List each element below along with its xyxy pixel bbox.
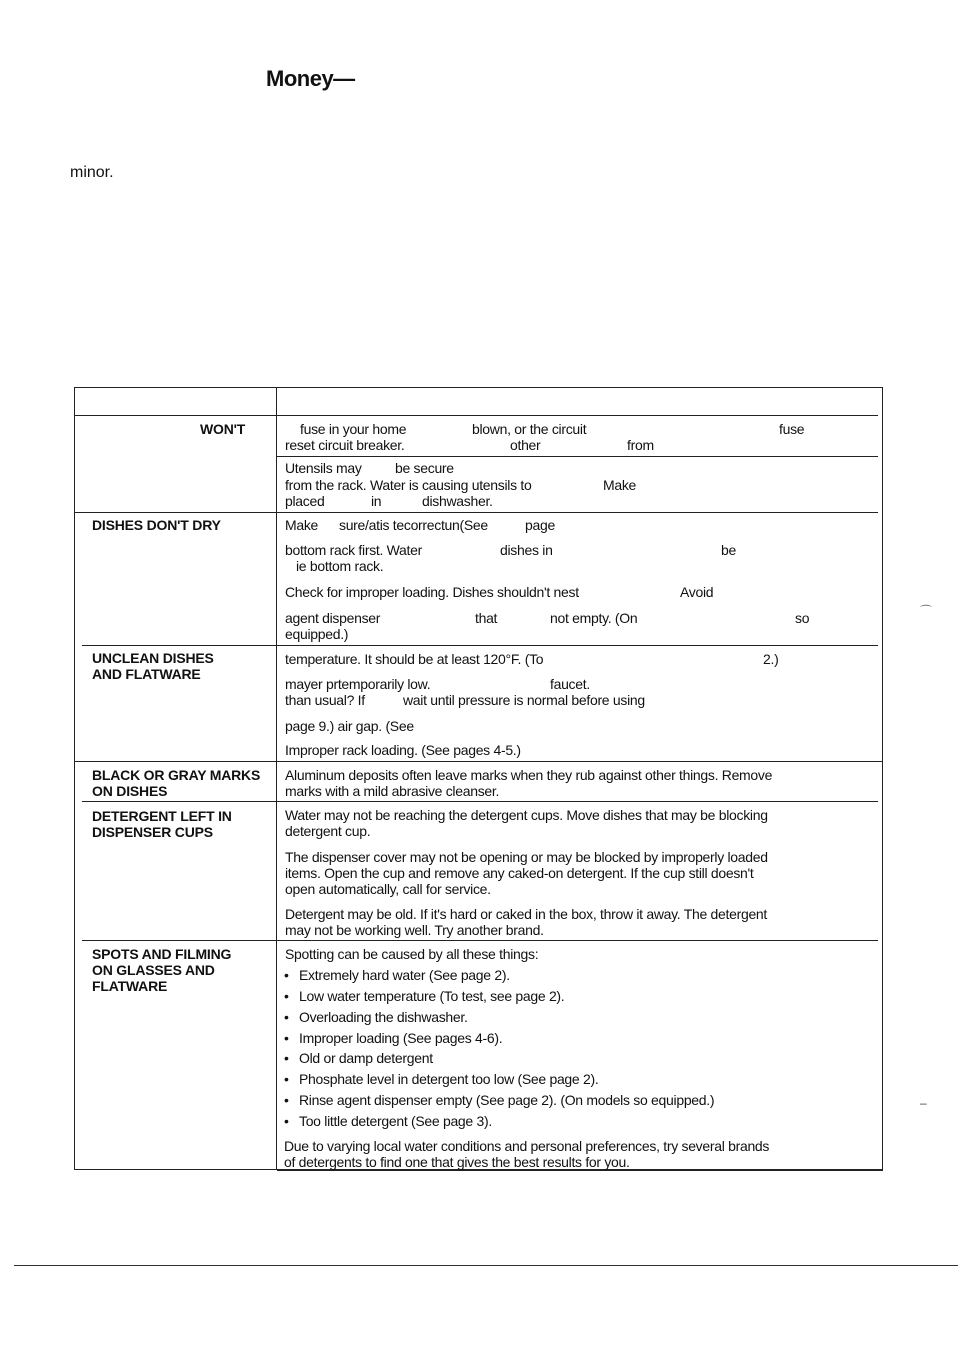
solution-text: be	[721, 542, 736, 558]
problem-label-unclean-dishes	[92, 650, 232, 682]
row-divider	[277, 456, 878, 457]
solution-text: Detergent may be old. If it's hard or caked in the box, throw it away. The detergent	[285, 906, 768, 922]
solution-text: blown, or the circuit	[472, 421, 587, 437]
header-row-divider	[75, 415, 878, 416]
bullet-item: • Old or damp detergent	[284, 1050, 433, 1066]
solution-text: dishes in	[500, 542, 553, 558]
solution-text: fuse	[779, 421, 805, 437]
solution-text: so	[795, 610, 810, 626]
page-bottom-rule	[14, 1265, 958, 1266]
solution-text: faucet.	[550, 676, 590, 692]
solution-text: wait until pressure is normal before using	[403, 692, 645, 708]
solution-closing: of detergents to find one that gives the best results for you.	[284, 1154, 630, 1170]
solution-text: that	[475, 610, 498, 626]
solution-text: page 9.) air gap. (See	[285, 718, 414, 734]
solution-text: fuse in your home	[300, 421, 407, 437]
solution-text: bottom rack first. Water	[285, 542, 422, 558]
solution-text: Make	[285, 517, 319, 533]
solution-text: page	[525, 517, 555, 533]
column-divider	[276, 388, 277, 1170]
problem-label-spots-and-filming	[92, 946, 252, 994]
row-divider	[82, 801, 878, 802]
bullet-item: • Rinse agent dispenser empty (See page 2). (On models so equipped.)	[284, 1092, 714, 1108]
bullet-item: • Phosphate level in detergent too low (See page 2).	[284, 1071, 598, 1087]
margin-mark: ⌒	[920, 604, 933, 618]
solution-text: Make	[603, 477, 637, 493]
solution-text: Improper rack loading. (See pages 4-5.)	[285, 742, 521, 758]
solution-text: marks with a mild abrasive cleanser.	[285, 783, 500, 799]
solution-text: 2.)	[763, 651, 779, 667]
solution-text: be secure	[395, 460, 454, 476]
row-divider	[75, 512, 878, 513]
problem-label-text: UNCLEAN DISHES AND FLATWARE	[92, 650, 214, 682]
solution-text: dishwasher.	[422, 493, 493, 509]
solution-text: equipped.)	[285, 626, 349, 642]
solution-text: may not be working well. Try another brand.	[285, 922, 544, 938]
solution-text: reset circuit breaker.	[285, 437, 405, 453]
solution-text: from	[627, 437, 654, 453]
bullet-item: • Overloading the dishwasher.	[284, 1009, 468, 1025]
solution-text: Water may not be reaching the detergent cups. Move dishes that may be blocking	[285, 807, 768, 823]
solution-text: placed	[285, 493, 325, 509]
problem-label-wont: WON'T	[200, 421, 246, 437]
solution-text: from the rack. Water is causing utensils to	[285, 477, 532, 493]
solution-text: items. Open the cup and remove any caked-on detergent. If the cup still doesn't	[285, 865, 754, 881]
solution-text: mayer prtemporarily low.	[285, 676, 431, 692]
problem-label-text: SPOTS AND FILMING ON GLASSES AND FLATWARE	[92, 946, 232, 994]
solution-text: Aluminum deposits often leave marks when they rub against other things. Remove	[285, 767, 773, 783]
solution-text: Utensils may	[285, 460, 362, 476]
solution-text: not empty. (On	[550, 610, 638, 626]
bullet-item: • Low water temperature (To test, see page 2).	[284, 988, 564, 1004]
row-divider	[82, 940, 878, 941]
solution-text: detergent cup.	[285, 823, 371, 839]
intro-fragment: minor.	[70, 164, 114, 181]
bullet-item: • Too little detergent (See page 3).	[284, 1113, 492, 1129]
solution-text: other	[510, 437, 541, 453]
page-title: Money—	[266, 66, 355, 91]
bullet-item: • Extremely hard water (See page 2).	[284, 967, 510, 983]
problem-label-dishes-dont-dry: DISHES DON'T DRY	[92, 517, 221, 533]
solution-text: temperature. It should be at least 120°F. (To	[285, 651, 544, 667]
problem-label-detergent-left	[92, 808, 252, 840]
row-divider	[75, 761, 883, 762]
solution-text: than usual? If	[285, 692, 365, 708]
bullet-item: • Improper loading (See pages 4-6).	[284, 1030, 502, 1046]
problem-label-text: DETERGENT LEFT IN DISPENSER CUPS	[92, 808, 232, 840]
row-divider	[82, 645, 878, 646]
solution-text: Check for improper loading. Dishes shouldn't nest	[285, 584, 579, 600]
solution-text: ie bottom rack.	[296, 558, 384, 574]
problem-label-black-or-gray-marks	[92, 767, 270, 799]
solution-text: agent dispenser	[285, 610, 381, 626]
solution-closing: Due to varying local water conditions and personal preferences, try several brands	[284, 1138, 770, 1154]
margin-mark: –	[920, 1096, 927, 1110]
problem-label-text: BLACK OR GRAY MARKS ON DISHES	[92, 767, 261, 799]
solution-text: Avoid	[680, 584, 714, 600]
solution-text: sure/atis tecorrectun(See	[339, 517, 488, 533]
solution-intro: Spotting can be caused by all these things:	[285, 946, 539, 962]
solution-text: open automatically, call for service.	[285, 881, 491, 897]
solution-text: The dispenser cover may not be opening or may be blocked by improperly loaded	[285, 849, 768, 865]
solution-text: in	[371, 493, 382, 509]
